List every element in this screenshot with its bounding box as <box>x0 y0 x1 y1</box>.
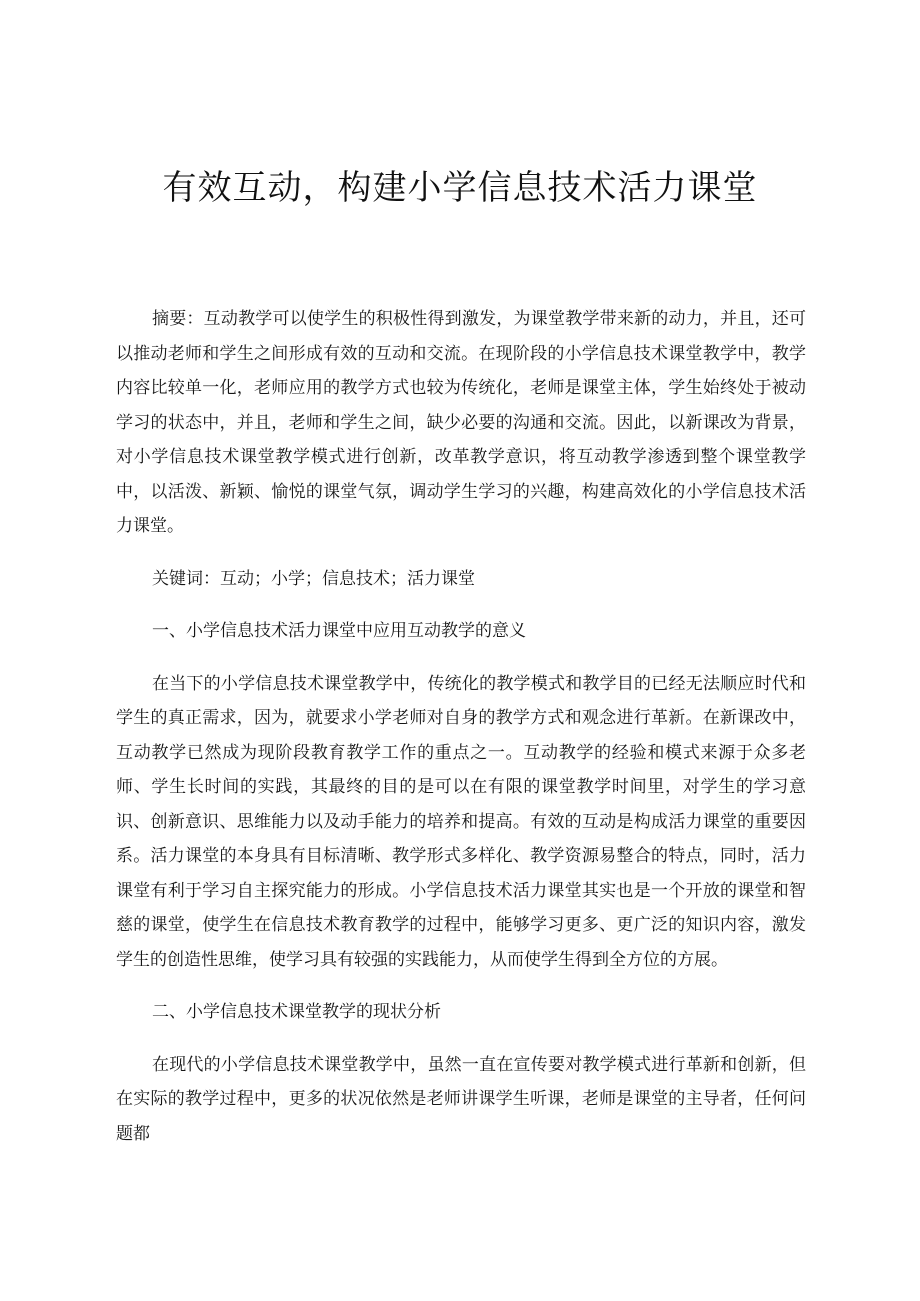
section-1-heading: 一、小学信息技术活力课堂中应用互动教学的意义 <box>152 621 526 641</box>
keywords-line: 关键词：互动；小学；信息技术；活力课堂 <box>152 568 475 589</box>
section-2-paragraph: 在现代的小学信息技术课堂教学中，虽然一直在宣传要对教学模式进行革新和创新，但在实际的教学过程中，更多的状况依然是老师讲课学生听课，老师是课堂的主导者，任何问题都 <box>116 1054 806 1144</box>
abstract-paragraph: 摘要：互动教学可以使学生的积极性得到激发，为课堂教学带来新的动力，并且，还可以推动老师和学生之间形成有效的互动和交流。在现阶段的小学信息技术课堂教学中，教学内容比较单一化，老师应用的教学方式也较为传统化，老师是课堂主体，学生始终处于被动学习的状态中，并且，老师和学生之间，缺少必要的沟通和交流。因此，以新课改为背景，对小学信息技术课堂教学模式进行创新，改革教学意识，将互动教学渗透到整个课堂教学中，以活泼、新颖、愉悦的课堂气氛，调动学生学习的兴趣，构建高效化的小学信息技术活力课堂。 <box>116 309 806 536</box>
document-body <box>116 302 806 1151</box>
document-title: 有效互动，构建小学信息技术活力课堂 <box>162 168 758 208</box>
section-1-paragraph: 在当下的小学信息技术课堂教学中，传统化的教学模式和教学目的已经无法顺应时代和学生的真正需求，因为，就要求小学老师对自身的教学方式和观念进行革新。在新课改中，互动教学已然成为现阶段教育教学工作的重点之一。互动教学的经验和模式来源于众多老师、学生长时间的实践，其最终的目的是可以在有限的课堂教学时间里，对学生的学习意识、创新意识、思维能力以及动手能力的培养和提高。有效的互动是构成活力课堂的重要因系。活力课堂的本身具有目标清晰、教学形式多样化、教学资源易整合的特点，同时，活力课堂有利于学习自主探究能力的形成。小学信息技术活力课堂其实也是一个开放的课堂和智慈的课堂，使学生在信息技术教育教学的过程中，能够学习更多、更广泛的知识内容，激发学生的创造性思维，使学习具有较强的实践能力，从而使学生得到全方位的方展。 <box>116 673 806 970</box>
section-2-heading: 二、小学信息技术课堂教学的现状分析 <box>152 1002 441 1022</box>
